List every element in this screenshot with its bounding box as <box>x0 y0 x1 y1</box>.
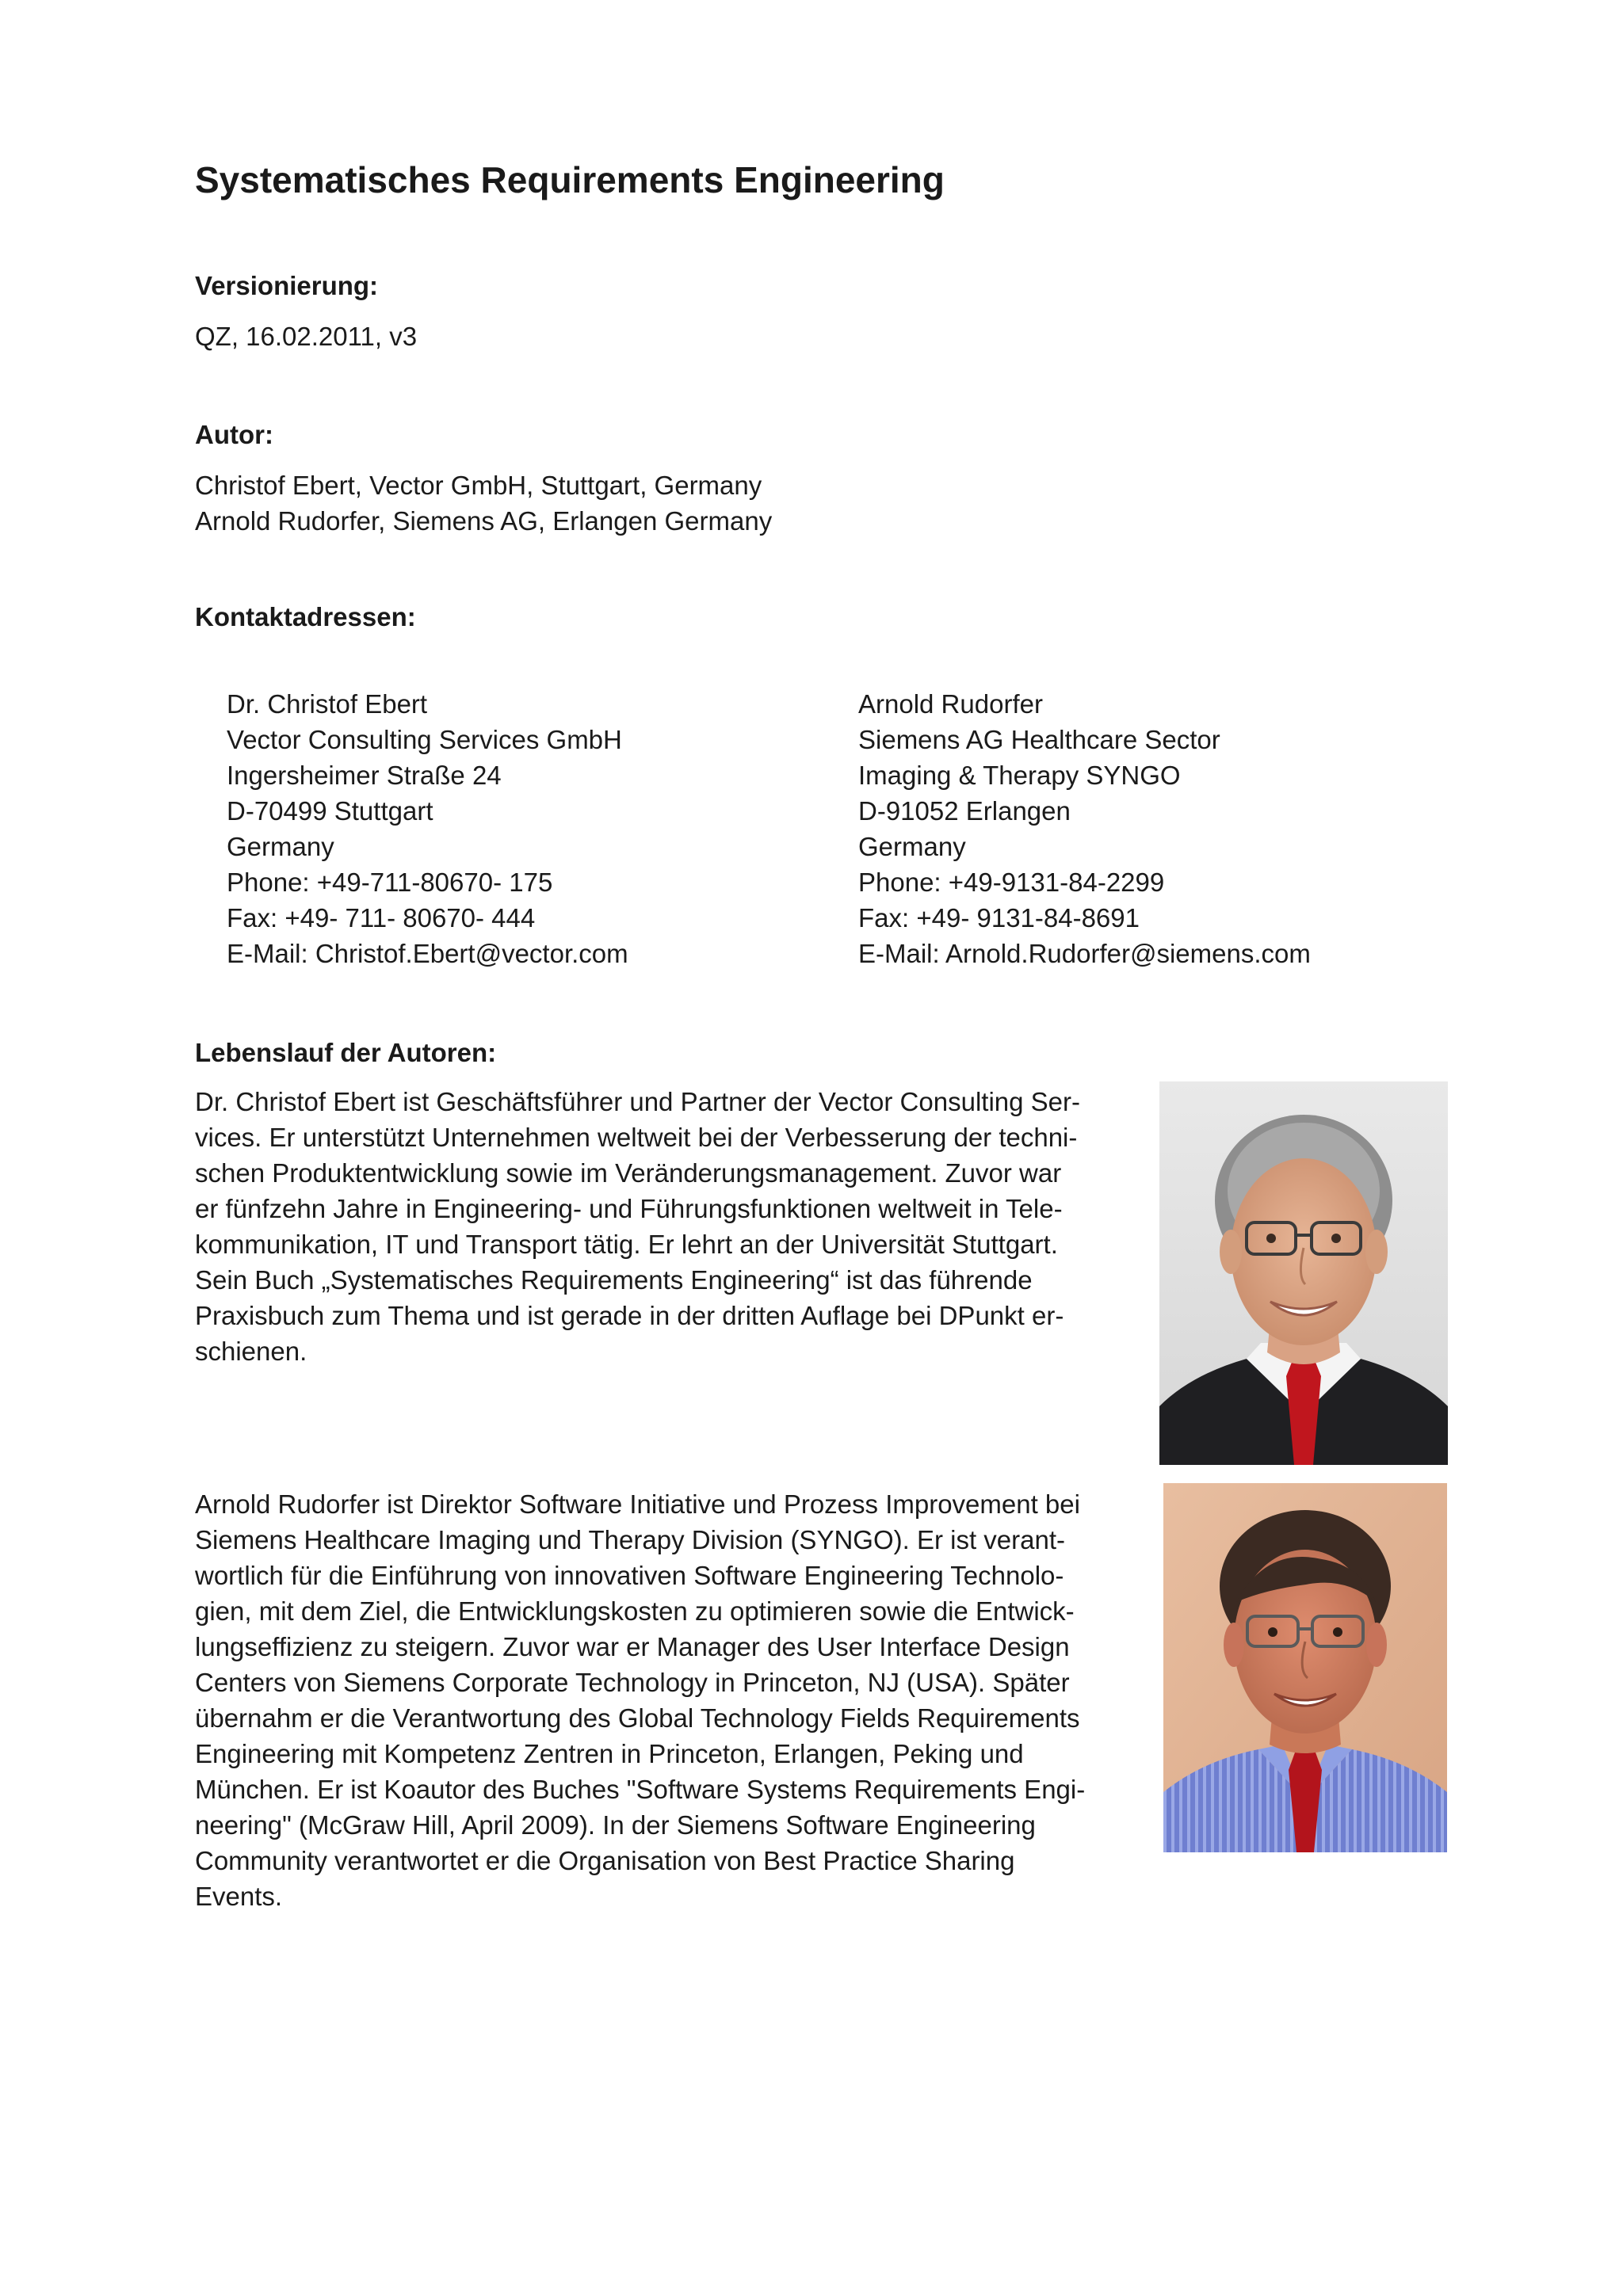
bio-line: Community verantwortet er die Organisation von Best Practice Sharing <box>195 1846 1015 1875</box>
bio-line: neering" (McGraw Hill, April 2009). In der Siemens Software Engineering <box>195 1810 1036 1840</box>
contact-email: E-Mail: Christof.Ebert@vector.com <box>227 939 628 968</box>
bio-line: lungseffizienz zu steigern. Zuvor war er Manager des User Interface Design <box>195 1632 1070 1661</box>
bio-line: Engineering mit Kompetenz Zentren in Princeton, Erlangen, Peking und <box>195 1739 1024 1768</box>
bio-line: Siemens Healthcare Imaging und Therapy Division (SYNGO). Er ist verant- <box>195 1525 1065 1554</box>
bio-line: übernahm er die Verantwortung des Global Technology Fields Requirements <box>195 1703 1080 1733</box>
versioning-label: Versionierung: <box>195 271 379 300</box>
portrait-image <box>1163 1483 1447 1852</box>
contact-company: Siemens AG Healthcare Sector <box>858 725 1220 754</box>
contact-fax: Fax: +49- 9131-84-8691 <box>858 903 1140 933</box>
contact-name: Dr. Christof Ebert <box>227 689 428 719</box>
bio-line: schen Produktentwicklung sowie im Veränderungsmanagement. Zuvor war <box>195 1158 1062 1188</box>
contact-phone: Phone: +49-9131-84-2299 <box>858 868 1165 897</box>
contact-country: Germany <box>858 832 966 861</box>
photo-arnold-rudorfer <box>1163 1483 1447 1852</box>
bio-line: Arnold Rudorfer ist Direktor Software Initiative und Prozess Improvement bei <box>195 1489 1080 1519</box>
bio-line: schienen. <box>195 1337 307 1366</box>
contact-fax: Fax: +49- 711- 80670- 444 <box>227 903 536 933</box>
contact-city: D-91052 Erlangen <box>858 796 1071 826</box>
bio-line: Centers von Siemens Corporate Technology in Princeton, NJ (USA). Später <box>195 1668 1070 1697</box>
portrait-image <box>1159 1081 1448 1465</box>
contact-company: Vector Consulting Services GmbH <box>227 725 622 754</box>
bio-line: er fünfzehn Jahre in Engineering- und Führungsfunktionen weltweit in Tele- <box>195 1194 1063 1223</box>
bio-line: vices. Er unterstützt Unternehmen weltweit bei der Verbesserung der techni- <box>195 1123 1078 1152</box>
contact-city: D-70499 Stuttgart <box>227 796 433 826</box>
contact-country: Germany <box>227 832 334 861</box>
contact-division: Imaging & Therapy SYNGO <box>858 761 1181 790</box>
bio-line: wortlich für die Einführung von innovativen Software Engineering Technolo- <box>195 1561 1064 1590</box>
bio-line: Events. <box>195 1882 283 1911</box>
photo-christof-ebert <box>1159 1081 1448 1465</box>
bio-line: kommunikation, IT und Transport tätig. Er lehrt an der Universität Stuttgart. <box>195 1230 1058 1259</box>
author-line-1: Christof Ebert, Vector GmbH, Stuttgart, Germany <box>195 471 762 500</box>
bio-line: Sein Buch „Systematisches Requirements Engineering“ ist das führende <box>195 1265 1033 1295</box>
bio-ebert <box>195 1084 1130 1369</box>
bio-line: Praxisbuch zum Thema und ist gerade in der dritten Auflage bei DPunkt er- <box>195 1301 1064 1330</box>
contact-rudorfer <box>858 686 1311 971</box>
bio-line: München. Er ist Koautor des Buches "Software Systems Requirements Engi- <box>195 1775 1086 1804</box>
author-line-2: Arnold Rudorfer, Siemens AG, Erlangen Germany <box>195 506 773 536</box>
bios-label: Lebenslauf der Autoren: <box>195 1038 497 1067</box>
bio-line: gien, mit dem Ziel, die Entwicklungskosten zu optimieren sowie die Entwick- <box>195 1596 1075 1626</box>
author-label: Autor: <box>195 420 273 449</box>
bio-line: Dr. Christof Ebert ist Geschäftsführer und Partner der Vector Consulting Ser- <box>195 1087 1080 1116</box>
contact-email: E-Mail: Arnold.Rudorfer@siemens.com <box>858 939 1311 968</box>
contacts-label: Kontaktadressen: <box>195 602 416 631</box>
versioning-value: QZ, 16.02.2011, v3 <box>195 322 418 351</box>
bio-rudorfer <box>195 1486 1130 1914</box>
contact-ebert <box>227 686 628 971</box>
contact-name: Arnold Rudorfer <box>858 689 1043 719</box>
contact-phone: Phone: +49-711-80670- 175 <box>227 868 553 897</box>
contact-street: Ingersheimer Straße 24 <box>227 761 502 790</box>
document-title: Systematisches Requirements Engineering <box>195 159 945 200</box>
